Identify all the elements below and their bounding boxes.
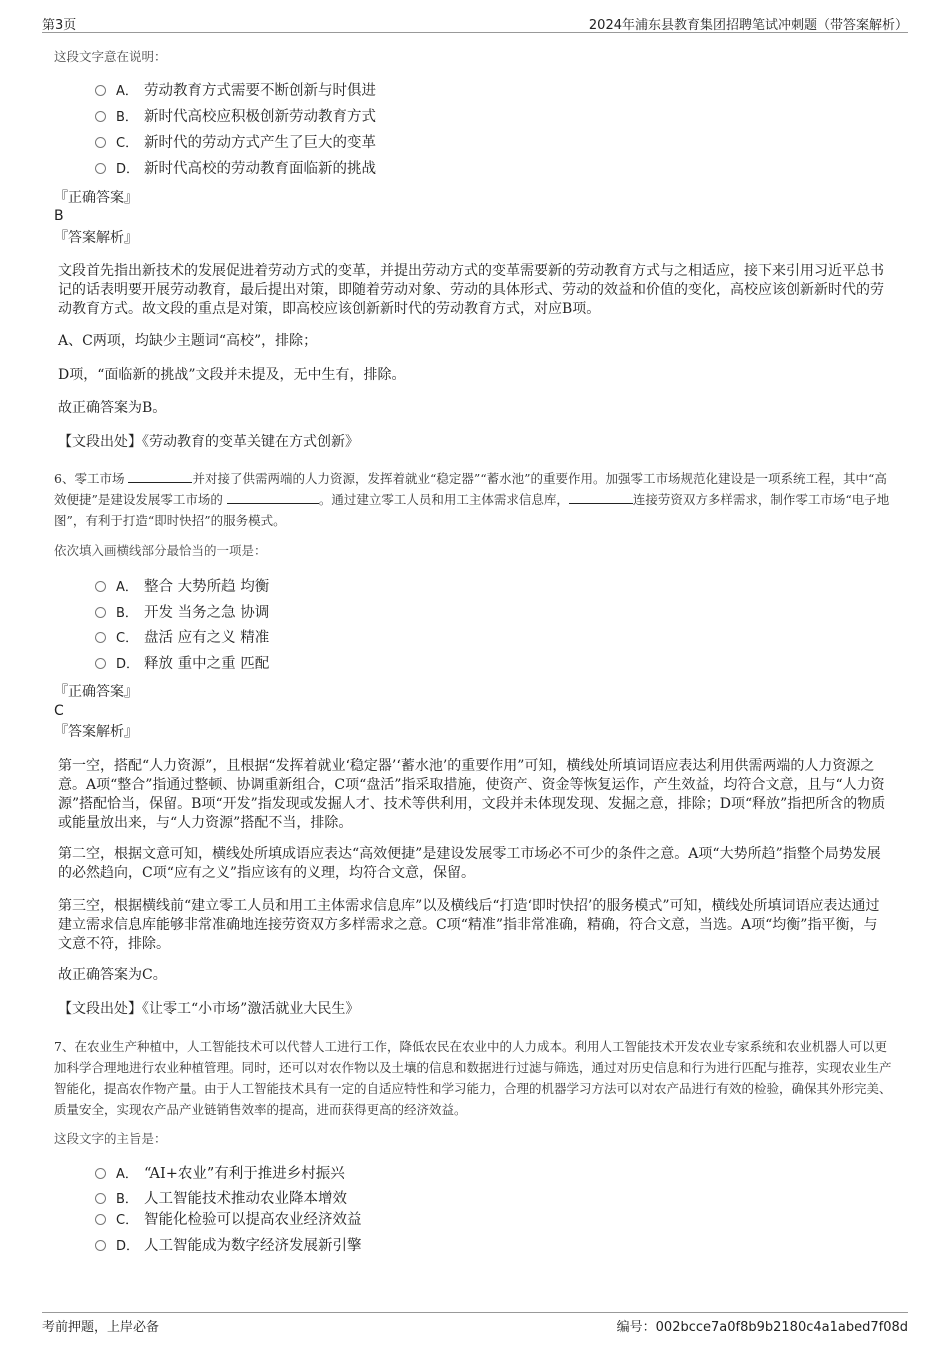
q7-option-c[interactable]: C． 智能化检验可以提高农业经济效益 bbox=[95, 1209, 362, 1231]
radio-icon[interactable] bbox=[95, 632, 106, 643]
radio-icon[interactable] bbox=[95, 1214, 106, 1225]
q5-option-d[interactable]: D． 新时代高校的劳动教育面临新的挑战 bbox=[95, 158, 376, 180]
q6-source: 【文段出处】《让零工“小市场”激活就业大民生》 bbox=[58, 1001, 360, 1017]
q5-analysis-paragraph: 故正确答案为B。 bbox=[58, 400, 167, 416]
q5-analysis-paragraph: A、C两项，均缺少主题词“高校”，排除； bbox=[58, 333, 318, 349]
q6-prompt: 依次填入画横线部分最恰当的一项是： bbox=[54, 543, 267, 558]
radio-icon[interactable] bbox=[95, 1168, 106, 1179]
page-footer bbox=[42, 1312, 908, 1335]
q6-analysis-paragraph: 第一空，搭配“人力资源”，且根据“发挥着就业‘稳定器’‘蓄水池’的重要作用”可知，横线处所填词语应表达利用供需两端的人力资源之意。A项“整合”指通过整顿、协调重新组合，C项“盘活”指采取措施，使资产、资金等恢复运作，产生效益，均符合文意，且与“人力资源”搭配恰当，保留。B项“开发”指发现或发掘人才、技术等供利用，文段并未体现发现、发掘之意，排除；D项“释放”指把所含的物质或能量放出来，与“人力资源”搭配不当，排除。 bbox=[58, 758, 886, 831]
q5-answer: B bbox=[54, 208, 64, 224]
blank-1 bbox=[128, 470, 192, 483]
page-header bbox=[42, 12, 908, 33]
radio-icon[interactable] bbox=[95, 658, 106, 669]
radio-icon[interactable] bbox=[95, 163, 106, 174]
q7-stem: 7、在农业生产种植中，人工智能技术可以代替人工进行工作，降低农民在农业中的人力成本。利用人工智能技术开发农业专家系统和农业机器人可以更加科学合理地进行农业种植管理。同时，还可以对农作物以及土壤的信息和数据进行过滤与筛选，通过对历史信息和行为进行匹配与推荐，实现农业生产智能化，提高农作物产量。由于人工智能技术具有一定的自适应特性和学习能力，合理的机器学习方法可以对农产品进行有效的检验，确保其外形完美、质量安全，实现农产品产业链销售效率的提高，进而获得更高的经济效益。 bbox=[54, 1039, 892, 1117]
q7-option-b[interactable]: B． 人工智能技术推动农业降本增效 bbox=[95, 1188, 347, 1210]
radio-icon[interactable] bbox=[95, 85, 106, 96]
q6-answer: C bbox=[54, 703, 64, 719]
q5-analysis-paragraph: 文段首先指出新技术的发展促进着劳动方式的变革，并提出劳动方式的变革需要新的劳动教育方式与之相适应，接下来引用习近平总书记的话表明要开展劳动教育，最后提出对策，即随着劳动对象、劳动的具体形式、劳动的效益和价值的变化，高校应该创新新时代的劳动教育方式。故文段的重点是对策，即高校应该创新新时代的劳动教育方式，对应B项。 bbox=[58, 263, 884, 317]
q6-analysis-paragraph: 故正确答案为C。 bbox=[58, 967, 167, 983]
radio-icon[interactable] bbox=[95, 137, 106, 148]
q5-option-c[interactable]: C． 新时代的劳动方式产生了巨大的变革 bbox=[95, 132, 376, 154]
footer-slogan: 考前押题，上岸必备 bbox=[42, 1320, 160, 1335]
q6-stem: 6、零工市场 并对接了供需两端的人力资源，发挥着就业“稳定器”“蓄水池”的重要作用。加强零工市场规范化建设是一项系统工程，其中“高效便捷”是建设发展零工市场的 。通过建立零工人员和用工主体需求信息库， 连接劳资双方多样需求，制作零工市场“电子地图”，有利于打造“即时快招”的服务模式。 bbox=[54, 471, 890, 528]
page-number: 第3页 bbox=[42, 18, 77, 33]
q5-answer-label: 『正确答案』 bbox=[54, 190, 138, 206]
blank-3 bbox=[569, 491, 633, 504]
q7-option-d[interactable]: D． 人工智能成为数字经济发展新引擎 bbox=[95, 1235, 362, 1257]
q5-source: 【文段出处】《劳动教育的变革关键在方式创新》 bbox=[58, 434, 359, 450]
q5-analysis-label: 『答案解析』 bbox=[54, 230, 138, 246]
radio-icon[interactable] bbox=[95, 111, 106, 122]
radio-icon[interactable] bbox=[95, 1193, 106, 1204]
q6-analysis-paragraph: 第三空，根据横线前“建立零工人员和用工主体需求信息库”以及横线后“打造‘即时快招’的服务模式”可知，横线处所填词语应表达通过建立需求信息库能够非常准确地连接劳资双方多样需求之意。C项“精准”指非常准确，精确，符合文意，当选。A项“均衡”指平衡，与文意不符，排除。 bbox=[58, 898, 880, 952]
q5-analysis-paragraph: D项，“面临新的挑战”文段并未提及，无中生有，排除。 bbox=[58, 367, 406, 383]
radio-icon[interactable] bbox=[95, 1240, 106, 1251]
document-title: 2024年浦东县教育集团招聘笔试冲刺题（带答案解析） bbox=[588, 18, 908, 33]
q5-option-b[interactable]: B． 新时代高校应积极创新劳动教育方式 bbox=[95, 106, 376, 128]
q6-answer-label: 『正确答案』 bbox=[54, 684, 138, 700]
q6-option-d[interactable]: D． 释放 重中之重 匹配 bbox=[95, 653, 269, 675]
q6-option-b[interactable]: B． 开发 当务之急 协调 bbox=[95, 602, 269, 624]
q6-analysis-label: 『答案解析』 bbox=[54, 724, 138, 740]
q6-option-c[interactable]: C． 盘活 应有之义 精准 bbox=[95, 627, 269, 649]
radio-icon[interactable] bbox=[95, 581, 106, 592]
q5-prompt: 这段文字意在说明： bbox=[54, 49, 167, 64]
radio-icon[interactable] bbox=[95, 607, 106, 618]
q7-option-a[interactable]: A． “AI+农业”有利于推进乡村振兴 bbox=[95, 1163, 345, 1185]
q6-option-a[interactable]: A． 整合 大势所趋 均衡 bbox=[95, 576, 269, 598]
blank-2 bbox=[227, 491, 319, 504]
q7-prompt: 这段文字的主旨是： bbox=[54, 1131, 167, 1146]
q6-analysis-paragraph: 第二空，根据文意可知，横线处所填成语应表达“高效便捷”是建设发展零工市场必不可少的条件之意。A项“大势所趋”指整个局势发展的必然趋向，C项“应有之义”指应该有的义理，均符合文意，保留。 bbox=[58, 846, 881, 881]
q5-option-a[interactable]: A． 劳动教育方式需要不断创新与时俱进 bbox=[95, 80, 376, 102]
document-id: 编号：002bcce7a0f8b9b2180c4a1abed7f08d bbox=[616, 1320, 908, 1335]
